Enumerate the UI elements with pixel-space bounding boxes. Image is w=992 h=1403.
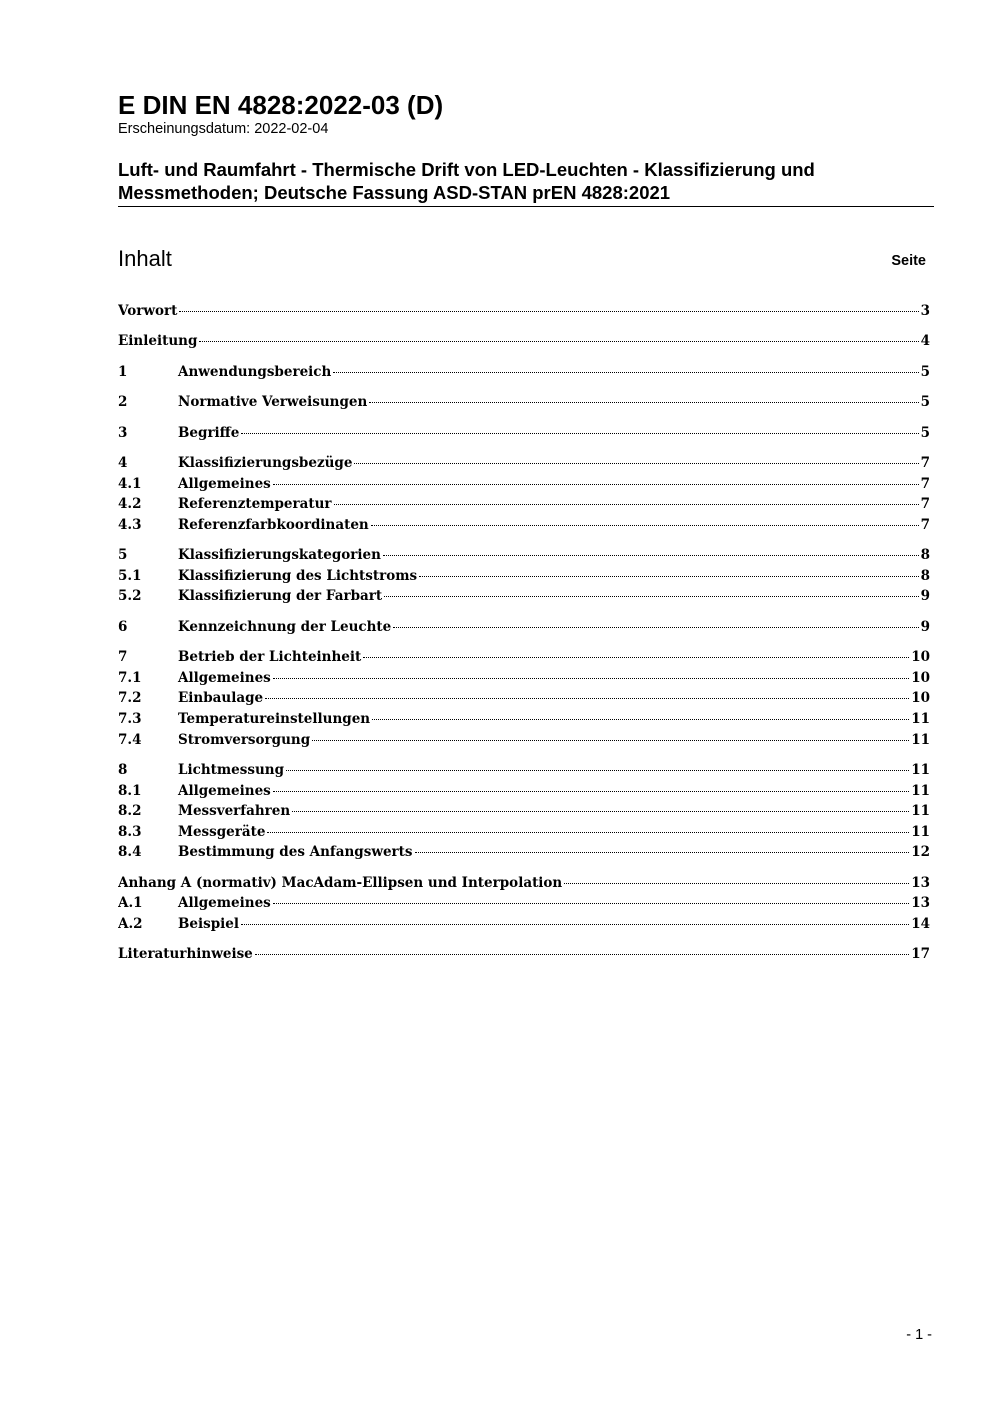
- toc-entry-title: Beispiel: [178, 916, 240, 932]
- toc-entry-title: Klassifizierungsbezüge: [178, 455, 353, 471]
- toc-dot-leader: [363, 656, 909, 658]
- toc-entry-page: 11: [911, 762, 930, 778]
- toc-entry[interactable]: [118, 944, 930, 965]
- toc-entry[interactable]: [118, 709, 930, 730]
- toc-entry-title: Einbaulage: [178, 690, 264, 706]
- toc-entry-number: 7.3: [118, 711, 142, 727]
- toc-dot-leader: [312, 739, 909, 741]
- toc-dot-leader: [292, 810, 909, 812]
- toc-entry-page: 11: [911, 732, 930, 748]
- toc-entry[interactable]: [118, 586, 930, 607]
- toc-entry-title: Begriffe: [178, 425, 240, 441]
- toc-entry-page: 11: [911, 711, 930, 727]
- toc-entry-title: Normative Verweisungen: [178, 394, 368, 410]
- toc-entry-number: 6: [118, 619, 128, 635]
- toc-entry-title: Klassifizierungskategorien: [178, 547, 381, 563]
- toc-entry-number: 8: [118, 762, 128, 778]
- toc-entry-title: Messverfahren: [178, 803, 291, 819]
- toc-entry-title: Lichtmessung: [178, 762, 285, 778]
- toc-entry-title: Anwendungsbereich: [178, 364, 332, 380]
- toc-dot-leader: [564, 882, 909, 884]
- toc-entry-page: 10: [911, 690, 930, 706]
- toc-entry-title: Allgemeines: [178, 670, 271, 686]
- toc-entry-number: 5: [118, 547, 128, 563]
- toc-entry-number: 1: [118, 364, 128, 380]
- toc-entry[interactable]: [118, 392, 930, 413]
- toc-dot-leader: [199, 340, 918, 342]
- toc-entry[interactable]: [118, 668, 930, 689]
- toc-entry-number: A.1: [118, 895, 143, 911]
- toc-dot-leader: [393, 626, 918, 628]
- document-title-line-1: Luft- und Raumfahrt - Thermische Drift von LED-Leuchten - Klassifizierung und: [118, 159, 815, 180]
- toc-entry-page: 8: [920, 568, 930, 584]
- toc-heading: Inhalt: [118, 246, 172, 271]
- toc-dot-leader: [273, 483, 919, 485]
- toc-entry-number: 4.3: [118, 517, 142, 533]
- toc-dot-leader: [179, 310, 918, 312]
- toc-entry-page: 3: [920, 303, 930, 319]
- toc-entry-title: Betrieb der Lichteinheit: [178, 649, 362, 665]
- toc-entry[interactable]: [118, 515, 930, 536]
- toc-entry[interactable]: [118, 893, 930, 914]
- toc-entry-page: 14: [911, 916, 930, 932]
- toc-entry[interactable]: [118, 822, 930, 843]
- toc-entry[interactable]: [118, 331, 930, 352]
- toc-entry-title: Referenztemperatur: [178, 496, 332, 512]
- toc-entry-title: Kennzeichnung der Leuchte: [178, 619, 392, 635]
- toc-entry-page: 8: [920, 547, 930, 563]
- toc-dot-leader: [265, 697, 909, 699]
- toc-entry-number: 3: [118, 425, 128, 441]
- toc-entry-title: Klassifizierung der Farbart: [178, 588, 383, 604]
- toc-entry[interactable]: [118, 914, 930, 935]
- toc-dot-leader: [371, 524, 919, 526]
- toc-entry[interactable]: [118, 873, 930, 894]
- toc-entry-number: 7.1: [118, 670, 142, 686]
- toc-entry-page: 11: [911, 783, 930, 799]
- toc-entry-number: 2: [118, 394, 128, 410]
- toc-entry-title: Temperatureinstellungen: [178, 711, 371, 727]
- toc-entry-page: 9: [920, 588, 930, 604]
- toc-entry[interactable]: [118, 781, 930, 802]
- toc-entry-page: 13: [911, 895, 930, 911]
- toc-entry-page: 10: [911, 670, 930, 686]
- toc-dot-leader: [415, 851, 910, 853]
- toc-entry-number: A.2: [118, 916, 143, 932]
- toc-dot-leader: [273, 902, 909, 904]
- page-number: - 1 -: [906, 1327, 932, 1343]
- toc-entry-page: 7: [920, 476, 930, 492]
- toc-entry-page: 5: [920, 425, 930, 441]
- toc-entry[interactable]: [118, 566, 930, 587]
- toc-entry[interactable]: [118, 474, 930, 495]
- toc-entry-page: 11: [911, 803, 930, 819]
- toc-entry[interactable]: [118, 617, 930, 638]
- toc-entry[interactable]: [118, 647, 930, 668]
- toc-entry-number: 8.1: [118, 783, 142, 799]
- toc-entry-number: 8.3: [118, 824, 142, 840]
- document-id: E DIN EN 4828:2022-03 (D): [118, 90, 444, 120]
- toc-entry-number: 8.4: [118, 844, 142, 860]
- toc-entry-number: 5.2: [118, 588, 142, 604]
- toc-entry-page: 4: [920, 333, 930, 349]
- toc-entry-number: 5.1: [118, 568, 142, 584]
- toc-entry-number: 7.4: [118, 732, 142, 748]
- toc-entry[interactable]: [118, 730, 930, 751]
- document-title: [118, 158, 934, 204]
- toc-entry-number: 4.2: [118, 496, 142, 512]
- toc-entry-page: 11: [911, 824, 930, 840]
- toc-dot-leader: [354, 462, 918, 464]
- publication-date: Erscheinungsdatum: 2022-02-04: [118, 121, 329, 137]
- toc-entry[interactable]: [118, 545, 930, 566]
- toc-entry-page: 7: [920, 496, 930, 512]
- document-title-line-2: Messmethoden; Deutsche Fassung ASD-STAN prEN 4828:2021: [118, 182, 671, 203]
- toc-entry-title: Allgemeines: [178, 895, 271, 911]
- toc-entry-page: 7: [920, 517, 930, 533]
- toc-entry-title: Vorwort: [118, 303, 178, 319]
- toc-entry-title: Klassifizierung des Lichtstroms: [178, 568, 418, 584]
- toc-entry-title: Bestimmung des Anfangswerts: [178, 844, 413, 860]
- toc-entry[interactable]: [118, 301, 930, 322]
- toc-entry-title: Literaturhinweise: [118, 946, 253, 962]
- toc-dot-leader: [384, 595, 918, 597]
- toc-dot-leader: [241, 923, 909, 925]
- toc-entry-title: Anhang A (normativ) MacAdam-Ellipsen und Interpolation: [118, 875, 563, 891]
- toc-entry-page: 7: [920, 455, 930, 471]
- toc-entry-page: 5: [920, 394, 930, 410]
- toc-entry-title: Einleitung: [118, 333, 198, 349]
- toc-entry[interactable]: [118, 688, 930, 709]
- toc-entry-number: 4.1: [118, 476, 142, 492]
- title-divider: [118, 206, 934, 207]
- toc-dot-leader: [383, 554, 919, 556]
- toc-entry[interactable]: [118, 760, 930, 781]
- toc-entry-title: Messgeräte: [178, 824, 266, 840]
- toc-entry-page: 13: [911, 875, 930, 891]
- toc-dot-leader: [286, 769, 909, 771]
- toc-entry[interactable]: [118, 362, 930, 383]
- toc-entry-number: 7: [118, 649, 128, 665]
- toc-dot-leader: [369, 401, 918, 403]
- toc-dot-leader: [255, 953, 909, 955]
- toc-entry-page: 17: [911, 946, 930, 962]
- toc-entry-title: Allgemeines: [178, 783, 271, 799]
- toc-entry-title: Stromversorgung: [178, 732, 311, 748]
- toc-dot-leader: [334, 503, 919, 505]
- toc-entry-page: 9: [920, 619, 930, 635]
- toc-dot-leader: [273, 790, 909, 792]
- toc-entry[interactable]: [118, 453, 930, 474]
- toc-dot-leader: [372, 718, 909, 720]
- toc-page-column-label: Seite: [891, 253, 926, 269]
- toc-entry-number: 4: [118, 455, 128, 471]
- toc-dot-leader: [419, 575, 919, 577]
- toc-dot-leader: [267, 831, 909, 833]
- toc-entry[interactable]: [118, 494, 930, 515]
- toc-entry-page: 5: [920, 364, 930, 380]
- toc-entry-title: Referenzfarbkoordinaten: [178, 517, 369, 533]
- toc-entry-number: 7.2: [118, 690, 142, 706]
- toc-entry[interactable]: [118, 801, 930, 822]
- toc-entry[interactable]: [118, 842, 930, 863]
- toc-entry-title: Allgemeines: [178, 476, 271, 492]
- toc-dot-leader: [333, 371, 918, 373]
- toc-entry-page: 10: [911, 649, 930, 665]
- toc-entry-number: 8.2: [118, 803, 142, 819]
- toc-dot-leader: [241, 432, 918, 434]
- toc-entry-page: 12: [911, 844, 930, 860]
- toc-dot-leader: [273, 677, 909, 679]
- toc-entry[interactable]: [118, 423, 930, 444]
